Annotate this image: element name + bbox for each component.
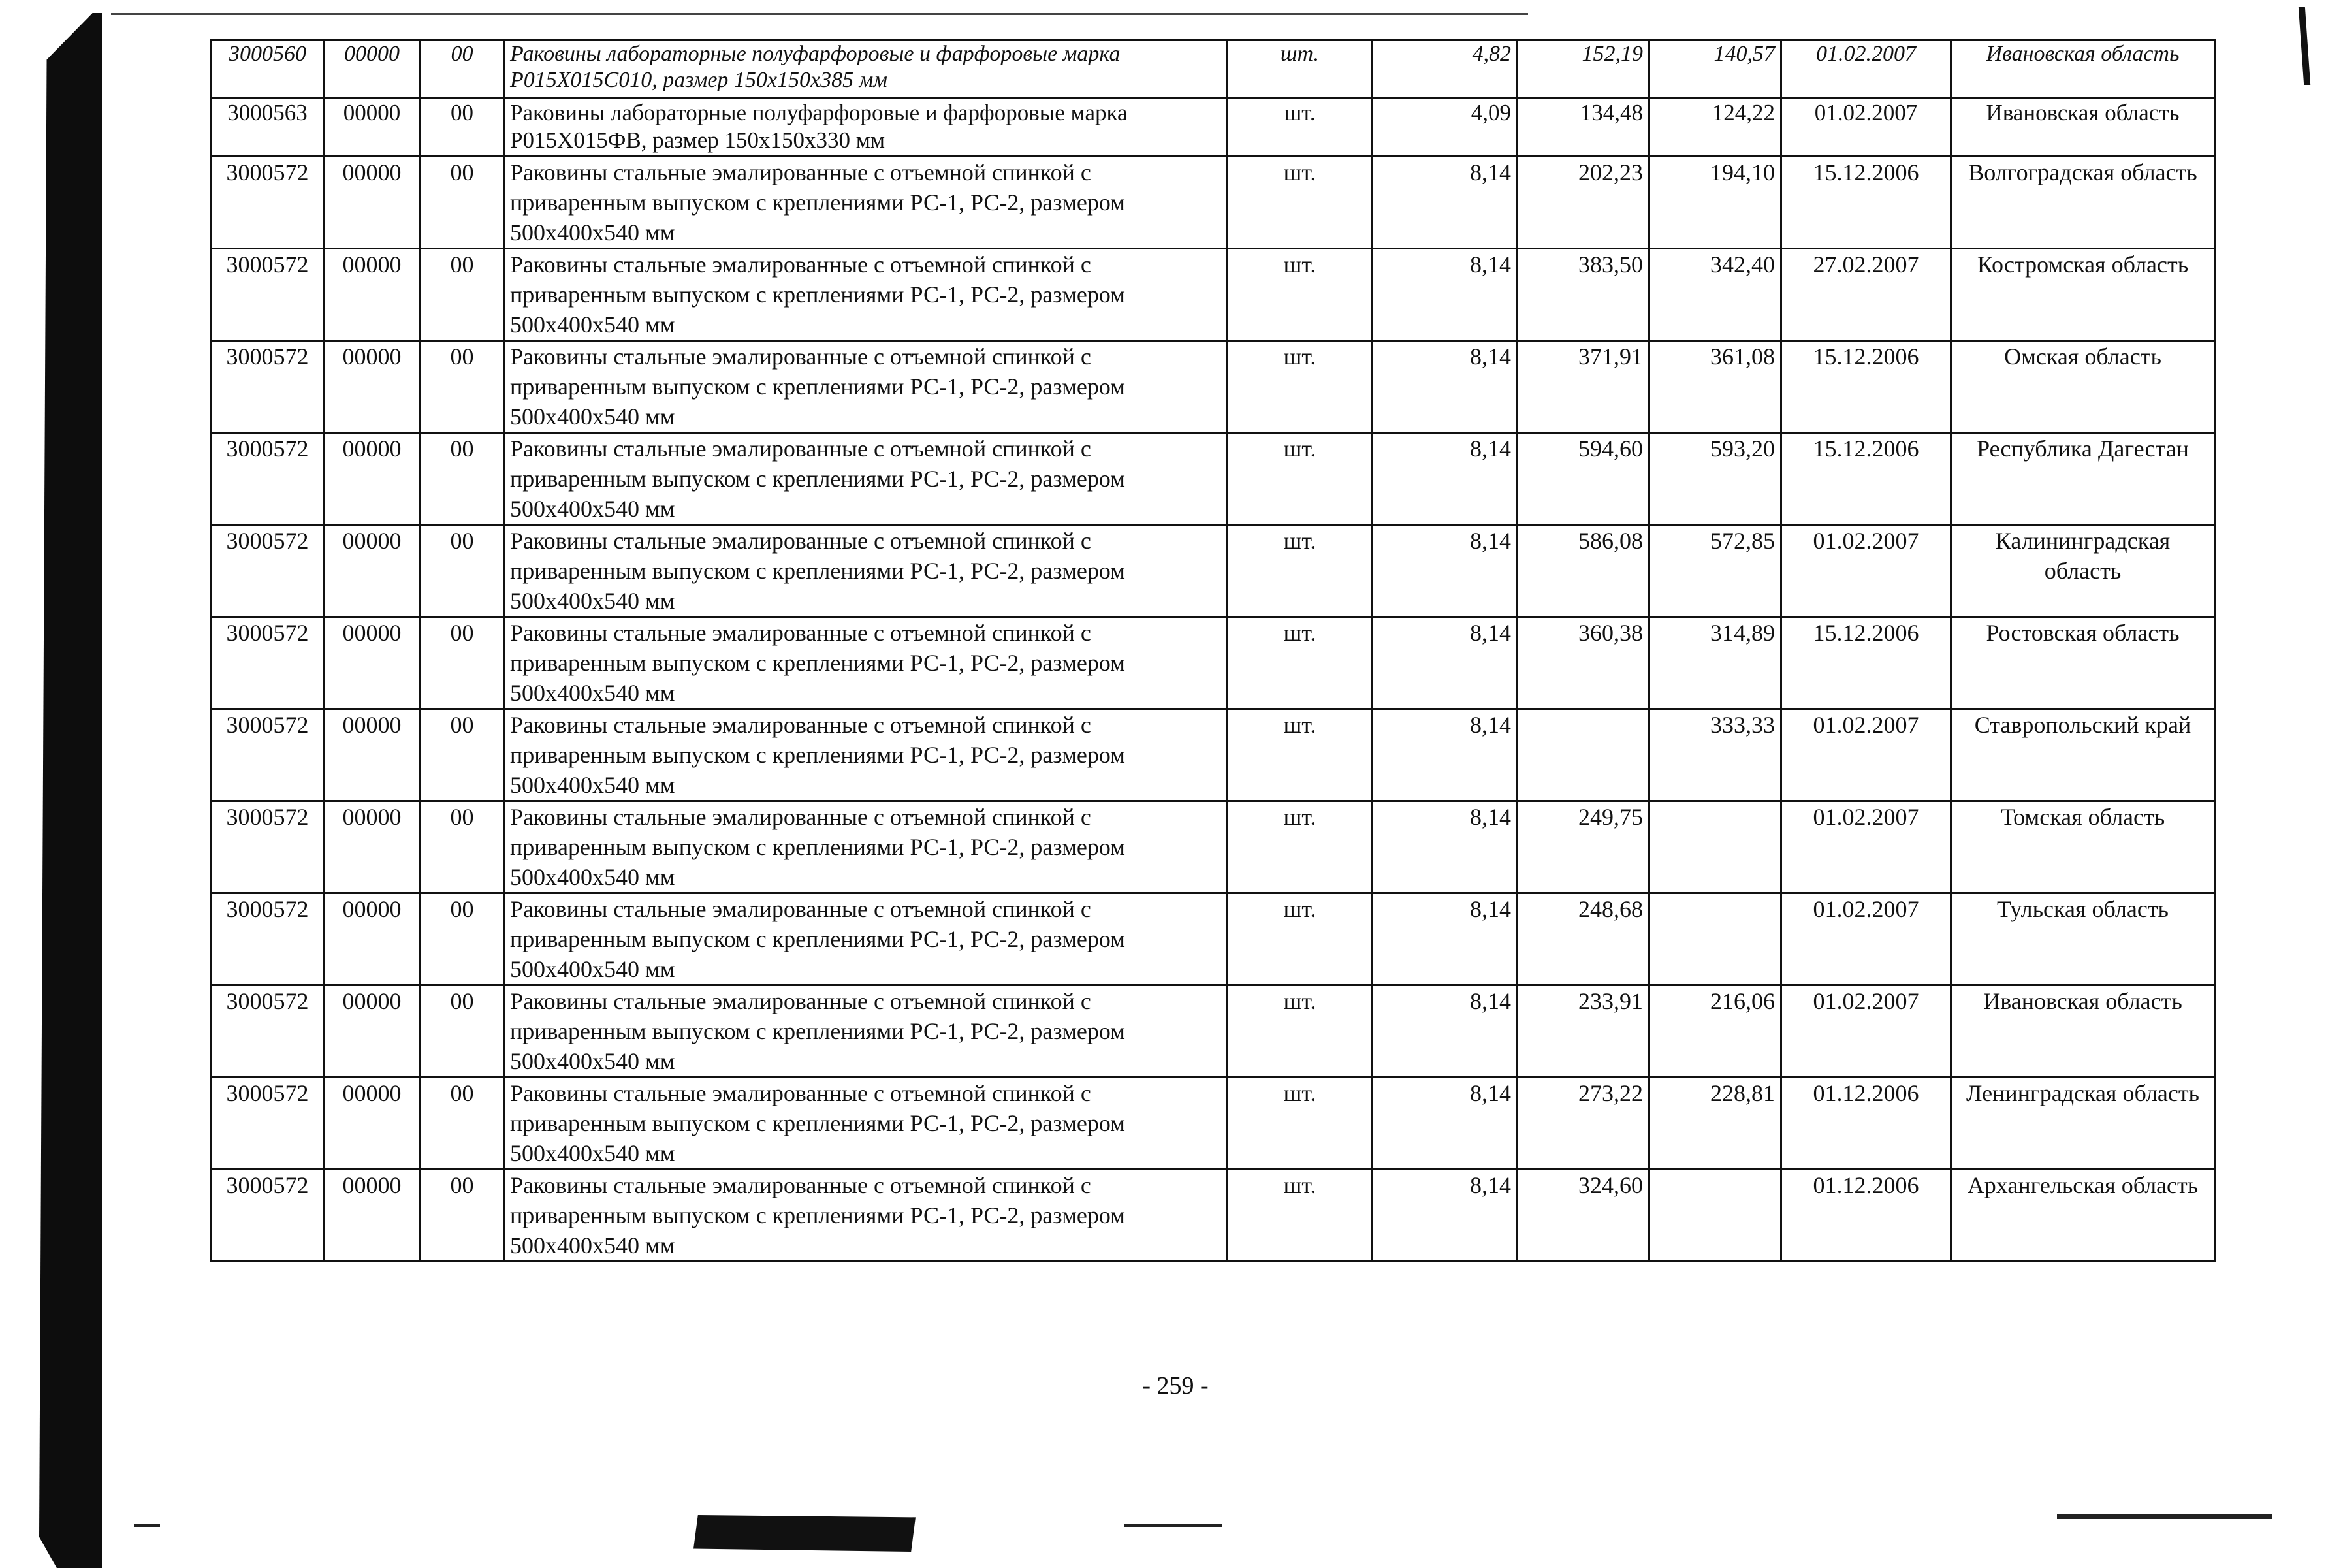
item-subcode: 00000	[324, 1170, 421, 1262]
table-row	[212, 525, 2215, 617]
item-price-1: 360,38	[1518, 617, 1649, 709]
item-price-1: 248,68	[1518, 893, 1649, 985]
item-price-1: 273,22	[1518, 1078, 1649, 1170]
item-description: Раковины стальные эмалированные с отъемной спинкой с приваренным выпуском с креплениями РС-1, РС-2, размером 500х400х540 мм	[504, 157, 1228, 249]
item-date: 01.02.2007	[1781, 985, 1951, 1078]
item-code: 3000572	[212, 709, 324, 801]
item-subcode: 00000	[324, 709, 421, 801]
item-subcode: 00000	[324, 40, 421, 99]
item-subcode-2: 00	[421, 1078, 504, 1170]
item-code: 3000572	[212, 433, 324, 525]
table-body	[212, 40, 2215, 1262]
item-code: 3000572	[212, 525, 324, 617]
item-weight: 4,82	[1373, 40, 1518, 99]
item-subcode: 00000	[324, 1078, 421, 1170]
item-unit: шт.	[1228, 249, 1373, 341]
item-date: 15.12.2006	[1781, 433, 1951, 525]
item-unit: шт.	[1228, 1078, 1373, 1170]
item-subcode-2: 00	[421, 893, 504, 985]
table-row	[212, 985, 2215, 1078]
item-price-2: 342,40	[1649, 249, 1781, 341]
item-price-1: 371,91	[1518, 341, 1649, 433]
item-weight: 8,14	[1373, 1078, 1518, 1170]
table-row	[212, 341, 2215, 433]
item-code: 3000572	[212, 617, 324, 709]
item-date: 15.12.2006	[1781, 617, 1951, 709]
item-price-2: 228,81	[1649, 1078, 1781, 1170]
item-region: Ленинградская область	[1951, 1078, 2215, 1170]
table-row	[212, 157, 2215, 249]
item-subcode: 00000	[324, 157, 421, 249]
item-code: 3000572	[212, 157, 324, 249]
item-price-1: 324,60	[1518, 1170, 1649, 1262]
item-subcode: 00000	[324, 341, 421, 433]
table-row	[212, 893, 2215, 985]
item-weight: 8,14	[1373, 157, 1518, 249]
table-row	[212, 99, 2215, 157]
item-price-1: 202,23	[1518, 157, 1649, 249]
item-unit: шт.	[1228, 99, 1373, 157]
item-price-2: 314,89	[1649, 617, 1781, 709]
item-unit: шт.	[1228, 1170, 1373, 1262]
item-region: Архангельская область	[1951, 1170, 2215, 1262]
item-date: 01.02.2007	[1781, 99, 1951, 157]
item-description: Раковины стальные эмалированные с отъемной спинкой с приваренным выпуском с креплениями РС-1, РС-2, размером 500х400х540 мм	[504, 433, 1228, 525]
item-unit: шт.	[1228, 341, 1373, 433]
item-region: Костромская область	[1951, 249, 2215, 341]
item-weight: 8,14	[1373, 249, 1518, 341]
item-subcode: 00000	[324, 617, 421, 709]
item-description: Раковины стальные эмалированные с отъемной спинкой с приваренным выпуском с креплениями РС-1, РС-2, размером 500х400х540 мм	[504, 341, 1228, 433]
item-unit: шт.	[1228, 157, 1373, 249]
item-date: 01.12.2006	[1781, 1078, 1951, 1170]
item-code: 3000572	[212, 893, 324, 985]
table-row	[212, 40, 2215, 99]
item-region: Ивановская область	[1951, 40, 2215, 99]
item-price-2: 194,10	[1649, 157, 1781, 249]
item-unit: шт.	[1228, 709, 1373, 801]
item-price-1: 383,50	[1518, 249, 1649, 341]
item-unit: шт.	[1228, 525, 1373, 617]
item-price-2: 593,20	[1649, 433, 1781, 525]
item-code: 3000560	[212, 40, 324, 99]
item-price-1: 586,08	[1518, 525, 1649, 617]
item-subcode: 00000	[324, 985, 421, 1078]
item-subcode-2: 00	[421, 1170, 504, 1262]
item-weight: 8,14	[1373, 985, 1518, 1078]
item-subcode-2: 00	[421, 341, 504, 433]
item-date: 01.02.2007	[1781, 893, 1951, 985]
item-unit: шт.	[1228, 801, 1373, 893]
item-region: Ставропольский край	[1951, 709, 2215, 801]
item-description: Раковины стальные эмалированные с отъемной спинкой с приваренным выпуском с креплениями РС-1, РС-2, размером 500х400х540 мм	[504, 801, 1228, 893]
item-price-2: 140,57	[1649, 40, 1781, 99]
item-description: Раковины стальные эмалированные с отъемной спинкой с приваренным выпуском с креплениями РС-1, РС-2, размером 500х400х540 мм	[504, 893, 1228, 985]
item-weight: 8,14	[1373, 1170, 1518, 1262]
item-price-2: 333,33	[1649, 709, 1781, 801]
item-price-1: 233,91	[1518, 985, 1649, 1078]
item-price-1	[1518, 709, 1649, 801]
item-subcode-2: 00	[421, 617, 504, 709]
item-price-2: 361,08	[1649, 341, 1781, 433]
item-weight: 8,14	[1373, 617, 1518, 709]
item-date: 01.02.2007	[1781, 709, 1951, 801]
item-description: Раковины стальные эмалированные с отъемной спинкой с приваренным выпуском с креплениями РС-1, РС-2, размером 500х400х540 мм	[504, 1170, 1228, 1262]
item-subcode: 00000	[324, 99, 421, 157]
page-number: - 259 -	[1142, 1372, 1209, 1400]
item-date: 01.12.2006	[1781, 1170, 1951, 1262]
table-row	[212, 709, 2215, 801]
item-code: 3000572	[212, 249, 324, 341]
item-weight: 8,14	[1373, 709, 1518, 801]
item-date: 01.02.2007	[1781, 40, 1951, 99]
scan-mark-bottom	[134, 1524, 160, 1527]
scan-mark-right	[2299, 7, 2310, 85]
item-unit: шт.	[1228, 617, 1373, 709]
item-description: Раковины стальные эмалированные с отъемной спинкой с приваренным выпуском с креплениями РС-1, РС-2, размером 500х400х540 мм	[504, 985, 1228, 1078]
item-price-2	[1649, 1170, 1781, 1262]
item-code: 3000572	[212, 1170, 324, 1262]
item-weight: 8,14	[1373, 893, 1518, 985]
table-row	[212, 433, 2215, 525]
scan-redaction-block	[693, 1515, 916, 1552]
scan-mark-bottom	[1124, 1524, 1222, 1527]
table-row	[212, 801, 2215, 893]
item-subcode-2: 00	[421, 433, 504, 525]
item-subcode: 00000	[324, 433, 421, 525]
item-weight: 8,14	[1373, 341, 1518, 433]
item-subcode-2: 00	[421, 985, 504, 1078]
item-date: 01.02.2007	[1781, 525, 1951, 617]
item-subcode: 00000	[324, 801, 421, 893]
item-date: 15.12.2006	[1781, 341, 1951, 433]
item-subcode: 00000	[324, 893, 421, 985]
item-price-2: 124,22	[1649, 99, 1781, 157]
table-row	[212, 249, 2215, 341]
table-row	[212, 1170, 2215, 1262]
item-region: Томская область	[1951, 801, 2215, 893]
item-price-2	[1649, 893, 1781, 985]
item-region: Калининградская область	[1951, 525, 2215, 617]
item-weight: 4,09	[1373, 99, 1518, 157]
item-region: Республика Дагестан	[1951, 433, 2215, 525]
scan-mark-bottom	[2057, 1514, 2272, 1519]
scan-top-line	[111, 13, 1528, 15]
item-subcode-2: 00	[421, 157, 504, 249]
price-table	[210, 39, 2216, 1262]
scan-border-left	[39, 13, 102, 1568]
item-subcode-2: 00	[421, 40, 504, 99]
item-description: Раковины лабораторные полуфарфоровые и фарфоровые марка Р015Х015С010, размер 150х150х385 мм	[504, 40, 1228, 99]
item-description: Раковины лабораторные полуфарфоровые и фарфоровые марка Р015Х015ФВ, размер 150х150х330 мм	[504, 99, 1228, 157]
item-unit: шт.	[1228, 893, 1373, 985]
item-description: Раковины стальные эмалированные с отъемной спинкой с приваренным выпуском с креплениями РС-1, РС-2, размером 500х400х540 мм	[504, 1078, 1228, 1170]
item-code: 3000563	[212, 99, 324, 157]
item-date: 15.12.2006	[1781, 157, 1951, 249]
item-subcode-2: 00	[421, 525, 504, 617]
item-date: 27.02.2007	[1781, 249, 1951, 341]
item-code: 3000572	[212, 801, 324, 893]
item-price-2: 216,06	[1649, 985, 1781, 1078]
item-code: 3000572	[212, 341, 324, 433]
item-subcode-2: 00	[421, 99, 504, 157]
table-row	[212, 1078, 2215, 1170]
item-weight: 8,14	[1373, 801, 1518, 893]
item-unit: шт.	[1228, 433, 1373, 525]
item-price-1: 152,19	[1518, 40, 1649, 99]
table-row	[212, 617, 2215, 709]
item-price-1: 249,75	[1518, 801, 1649, 893]
item-subcode-2: 00	[421, 801, 504, 893]
item-price-2: 572,85	[1649, 525, 1781, 617]
item-region: Волгоградская область	[1951, 157, 2215, 249]
item-price-1: 134,48	[1518, 99, 1649, 157]
item-region: Ивановская область	[1951, 985, 2215, 1078]
item-code: 3000572	[212, 985, 324, 1078]
item-region: Тульская область	[1951, 893, 2215, 985]
item-subcode-2: 00	[421, 249, 504, 341]
item-subcode: 00000	[324, 249, 421, 341]
item-region: Ивановская область	[1951, 99, 2215, 157]
item-weight: 8,14	[1373, 433, 1518, 525]
item-unit: шт.	[1228, 985, 1373, 1078]
item-description: Раковины стальные эмалированные с отъемной спинкой с приваренным выпуском с креплениями РС-1, РС-2, размером 500х400х540 мм	[504, 617, 1228, 709]
item-weight: 8,14	[1373, 525, 1518, 617]
item-description: Раковины стальные эмалированные с отъемной спинкой с приваренным выпуском с креплениями РС-1, РС-2, размером 500х400х540 мм	[504, 525, 1228, 617]
item-subcode-2: 00	[421, 709, 504, 801]
item-description: Раковины стальные эмалированные с отъемной спинкой с приваренным выпуском с креплениями РС-1, РС-2, размером 500х400х540 мм	[504, 249, 1228, 341]
item-price-1: 594,60	[1518, 433, 1649, 525]
item-description: Раковины стальные эмалированные с отъемной спинкой с приваренным выпуском с креплениями РС-1, РС-2, размером 500х400х540 мм	[504, 709, 1228, 801]
item-code: 3000572	[212, 1078, 324, 1170]
item-subcode: 00000	[324, 525, 421, 617]
item-region: Омская область	[1951, 341, 2215, 433]
item-price-2	[1649, 801, 1781, 893]
item-unit: шт.	[1228, 40, 1373, 99]
item-region: Ростовская область	[1951, 617, 2215, 709]
item-date: 01.02.2007	[1781, 801, 1951, 893]
